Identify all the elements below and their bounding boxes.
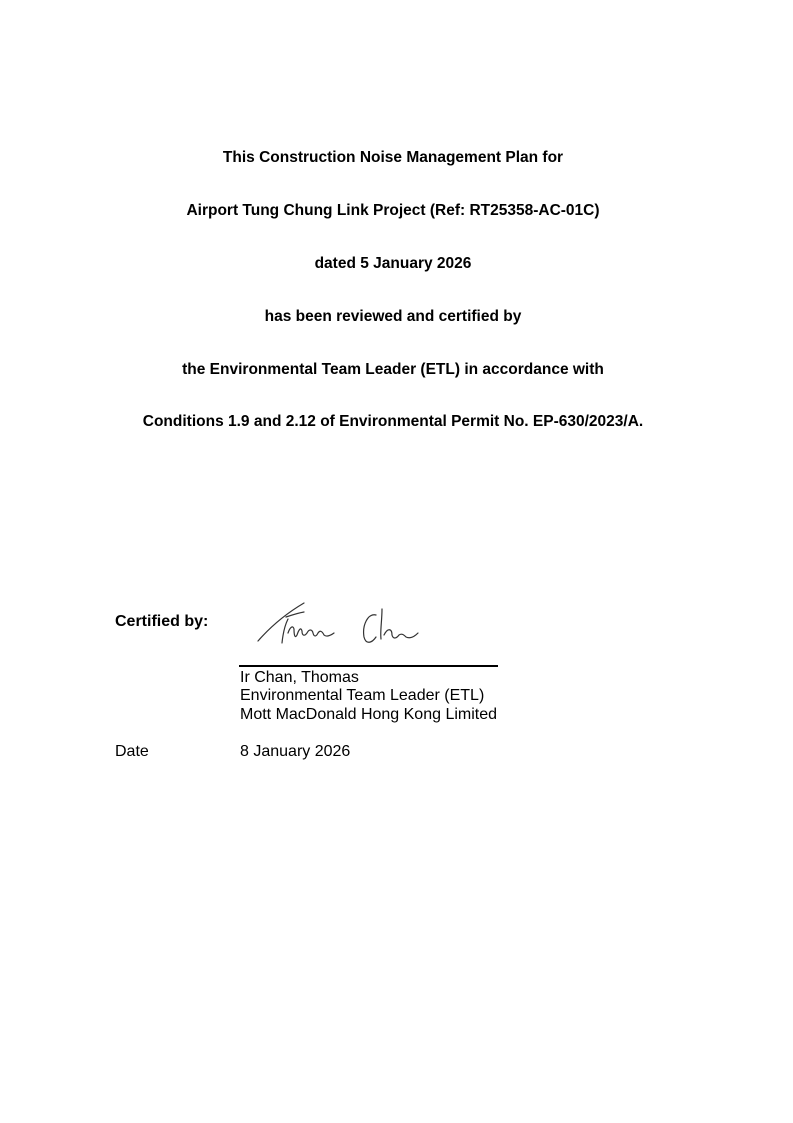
certified-by-label: Certified by: <box>115 613 209 630</box>
signature-line <box>239 665 498 667</box>
signatory-name: Ir Chan, Thomas <box>240 669 359 686</box>
statement-line-2: Airport Tung Chung Link Project (Ref: RT25358-AC-01C) <box>186 202 600 219</box>
signatory-title: Environmental Team Leader (ETL) <box>240 687 485 704</box>
statement-line-1: This Construction Noise Management Plan for <box>222 149 564 166</box>
statement-line-6: Conditions 1.9 and 2.12 of Environmental Permit No. EP-630/2023/A. <box>142 413 644 430</box>
statement-line-4: has been reviewed and certified by <box>264 308 522 325</box>
signature-image <box>252 595 432 655</box>
statement-line-5: the Environmental Team Leader (ETL) in accordance with <box>182 361 604 378</box>
signatory-company: Mott MacDonald Hong Kong Limited <box>240 706 498 723</box>
statement-line-3: dated 5 January 2026 <box>314 255 472 272</box>
date-value: 8 January 2026 <box>240 743 351 760</box>
date-label: Date <box>115 743 149 760</box>
